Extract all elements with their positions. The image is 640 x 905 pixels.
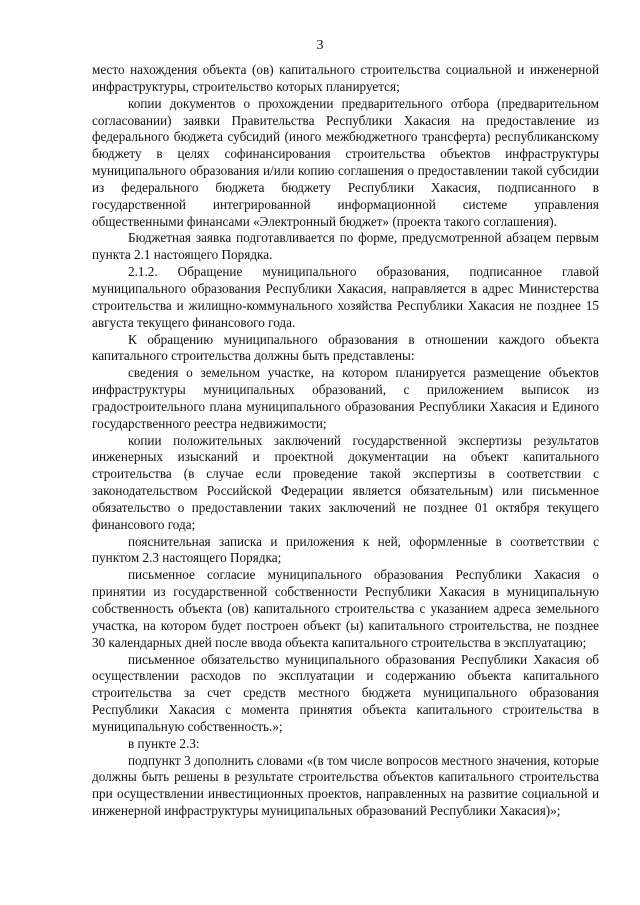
paragraph: пояснительная записка и приложения к ней, оформленные в соответствии с пунктом 2.3 настоящего Порядка; — [92, 533, 599, 566]
document-body — [92, 62, 599, 820]
paragraph: К обращению муниципального образования в отношении каждого объекта капитального строительства должны быть представлены: — [92, 331, 599, 364]
paragraph: копии документов о прохождении предварительного отбора (предварительном согласовании) заявки Правительства Республики Хакасия на предоставление из федерального бюджета субсидий (иного межбюджетного трансферта) республиканскому бюджету в целях софинансирования строительства объектов инфраструктуры муниципального образования и/или копию соглашения о предоставлении такой субсидии из федерального бюджета бюджету Республики Хакасия, подписанного в государственной интегрированной информационной системе управления общественными финансами «Электронный бюджет» (проекта такого соглашения). — [92, 95, 599, 229]
paragraph: 2.1.2. Обращение муниципального образования, подписанное главой муниципального образования Республики Хакасия, направляется в адрес Министерства строительства и жилищно-коммунального хозяйства Республики Хакасия не позднее 15 августа текущего финансового года. — [92, 264, 599, 330]
paragraph: Бюджетная заявка подготавливается по форме, предусмотренной абзацем первым пункта 2.1 настоящего Порядка. — [92, 230, 599, 263]
paragraph: письменное обязательство муниципального образования Республики Хакасия об осуществлении расходов по эксплуатации и содержанию объекта капитального строительства за счет средств местного бюджета муниципального образования Республики Хакасия с момента принятия объекта капитального строительства в муниципальную собственность.»; — [92, 651, 599, 734]
paragraph: место нахождения объекта (ов) капитального строительства социальной и инженерной инфраструктуры, строительство которых планируется; — [92, 62, 599, 94]
paragraph: письменное согласие муниципального образования Республики Хакасия о принятии из государственной собственности Республики Хакасия в муниципальную собственность объекта (ов) капитального строительства с указанием адреса земельного участка, на котором будет построен объект (ы) капитального строительства, не позднее 30 календарных дней после ввода объекта капитального строительства в эксплуатацию; — [92, 567, 599, 650]
paragraph: подпункт 3 дополнить словами «(в том числе вопросов местного значения, которые должны быть решены в результате строительства объектов капитального строительства при осуществлении инвестиционных проектов, направленных на развитие социальной и инженерной инфраструктуры муниципальных образований Республики Хакасия)»; — [92, 752, 599, 819]
paragraph: копии положительных заключений государственной экспертизы результатов инженерных изысканий и проектной документации на объект капитального строительства (в случае если проведение такой экспертизы в соответствии с законодательством Российской Федерации является обязательным) или письменное обязательство о предоставлении таких заключений не позднее 01 октября текущего финансового года; — [92, 432, 599, 532]
paragraph: сведения о земельном участке, на котором планируется размещение объектов инфраструктуры муниципальных образований, с приложением выписок из градостроительного плана муниципального образования Республики Хакасия и Единого государственного реестра недвижимости; — [92, 365, 599, 431]
page-number: 3 — [316, 38, 324, 53]
paragraph: в пункте 2.3: — [128, 735, 200, 751]
